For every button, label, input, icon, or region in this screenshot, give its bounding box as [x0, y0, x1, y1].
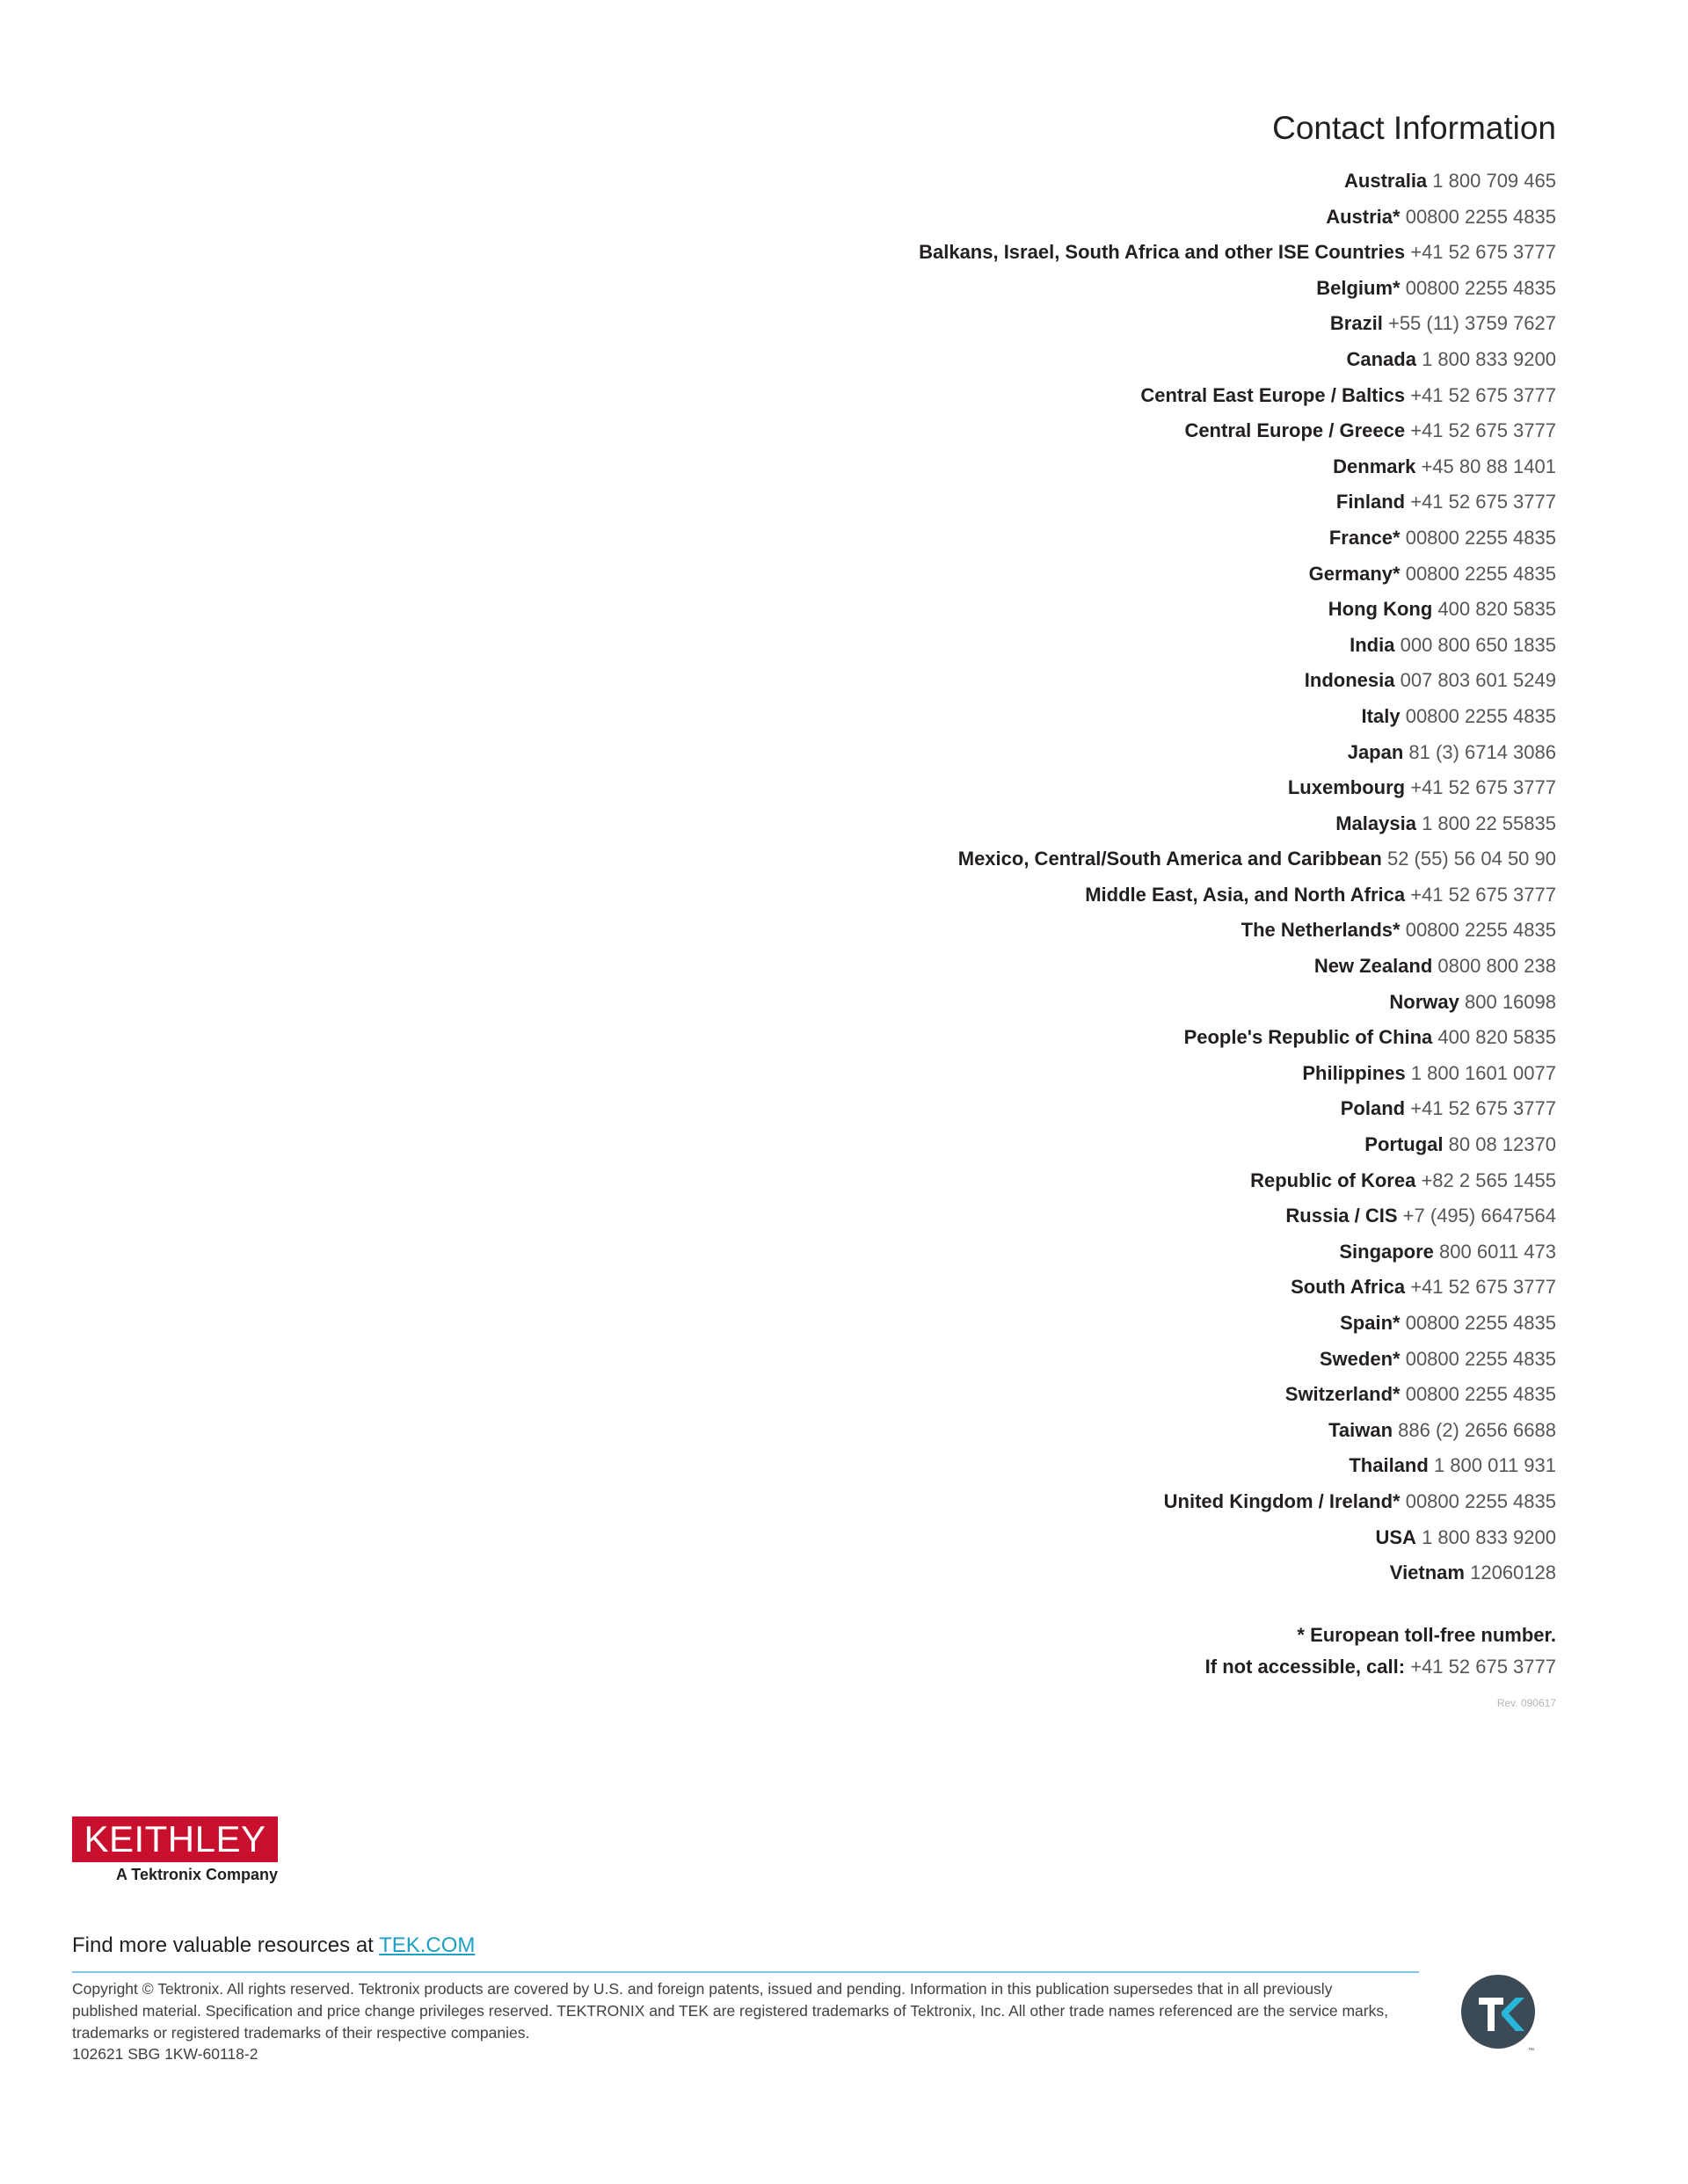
contact-row [325, 557, 1556, 593]
country-name: Luxembourg [1287, 776, 1406, 799]
country-name: Australia [1344, 170, 1428, 192]
logo-wordmark: KEITHLEY [72, 1816, 278, 1862]
phone-number: 800 16098 [1465, 990, 1556, 1013]
country-name: Vietnam [1389, 1562, 1465, 1584]
phone-number: 00800 2255 4835 [1405, 562, 1556, 585]
phone-number: 00800 2255 4835 [1405, 526, 1556, 549]
tek-com-link[interactable]: TEK.COM [379, 1933, 476, 1957]
contact-row [325, 200, 1556, 236]
country-name: Russia / CIS [1285, 1205, 1398, 1227]
contact-row [325, 806, 1556, 842]
phone-number: +41 52 675 3777 [1410, 776, 1556, 799]
phone-number: 80 08 12370 [1448, 1133, 1556, 1156]
contact-row [325, 521, 1556, 557]
tektronix-tk-logo-icon [1458, 1973, 1539, 2054]
phone-number: +82 2 565 1455 [1421, 1168, 1556, 1191]
country-name: Republic of Korea [1250, 1168, 1416, 1191]
contact-row [325, 841, 1556, 877]
country-name: Thailand [1349, 1454, 1429, 1477]
contact-row [325, 1555, 1556, 1591]
country-name: Balkans, Israel, South Africa and other ISE Countries [919, 241, 1406, 264]
contact-row [325, 1413, 1556, 1449]
keithley-logo [72, 1816, 278, 1884]
phone-number: +41 52 675 3777 [1410, 383, 1556, 406]
country-name: Japan [1347, 740, 1404, 763]
contact-row [325, 1234, 1556, 1270]
country-name: Sweden* [1319, 1347, 1401, 1370]
country-name: India [1350, 633, 1395, 656]
country-name: Canada [1346, 347, 1416, 370]
contact-row [325, 1163, 1556, 1199]
country-name: Singapore [1339, 1240, 1434, 1263]
country-name: Mexico, Central/South America and Caribbean [957, 848, 1382, 870]
contact-row [325, 1520, 1556, 1556]
country-name: Middle East, Asia, and North Africa [1085, 883, 1406, 906]
country-name: United Kingdom / Ireland* [1163, 1489, 1401, 1512]
contact-row [325, 413, 1556, 449]
resources-text: Find more valuable resources at [72, 1933, 374, 1957]
contact-row [325, 378, 1556, 414]
phone-number: 0800 800 238 [1437, 955, 1556, 978]
contact-row [325, 592, 1556, 628]
phone-number: +41 52 675 3777 [1410, 241, 1556, 264]
contact-row [325, 1270, 1556, 1306]
phone-number: 00800 2255 4835 [1405, 205, 1556, 228]
contact-row [325, 1020, 1556, 1056]
country-name: Belgium* [1316, 276, 1401, 299]
phone-number: 1 800 22 55835 [1422, 812, 1556, 834]
phone-number: 00800 2255 4835 [1405, 1312, 1556, 1334]
phone-number: +41 52 675 3777 [1410, 1097, 1556, 1120]
country-name: Hong Kong [1328, 598, 1433, 621]
country-name: Germany* [1308, 562, 1401, 585]
footer-divider [72, 1971, 1419, 1973]
phone-number: 00800 2255 4835 [1405, 919, 1556, 942]
contact-list [325, 164, 1556, 1591]
contact-row [325, 877, 1556, 914]
country-name: Denmark [1333, 455, 1416, 477]
country-name: Taiwan [1328, 1418, 1393, 1441]
country-name: Brazil [1329, 312, 1383, 335]
contact-row [325, 1484, 1556, 1520]
tk-trademark: ™ [1528, 2048, 1534, 2054]
phone-number: +55 (11) 3759 7627 [1387, 312, 1556, 335]
page-title: Contact Information [1272, 110, 1556, 146]
country-name: Spain* [1340, 1312, 1401, 1334]
country-name: Malaysia [1335, 812, 1416, 834]
phone-number: +45 80 88 1401 [1421, 455, 1556, 477]
country-name: Philippines [1302, 1061, 1406, 1084]
contact-row [325, 699, 1556, 735]
country-name: People's Republic of China [1183, 1026, 1433, 1049]
contact-row [325, 628, 1556, 664]
country-name: Austria* [1326, 205, 1401, 228]
contact-row [325, 1306, 1556, 1342]
phone-number: 1 800 833 9200 [1422, 1525, 1556, 1548]
country-name: USA [1375, 1525, 1416, 1548]
contact-row [325, 342, 1556, 378]
contact-row [325, 1056, 1556, 1092]
country-name: Central Europe / Greece [1184, 419, 1406, 442]
contact-row [325, 770, 1556, 806]
phone-number: 000 800 650 1835 [1400, 633, 1556, 656]
resources-line [72, 1933, 475, 1958]
phone-number: 00800 2255 4835 [1405, 276, 1556, 299]
contact-row [325, 1377, 1556, 1413]
country-name: Indonesia [1304, 669, 1395, 692]
contact-row [325, 663, 1556, 699]
country-name: Central East Europe / Baltics [1140, 383, 1406, 406]
phone-number: +41 52 675 3777 [1410, 1276, 1556, 1299]
contact-row [325, 271, 1556, 307]
document-id: 102621 SBG 1KW-60118-2 [72, 2045, 258, 2063]
phone-number: +41 52 675 3777 [1410, 491, 1556, 513]
phone-number: 400 820 5835 [1437, 1026, 1556, 1049]
phone-number: 1 800 833 9200 [1422, 347, 1556, 370]
phone-number: 1 800 011 931 [1433, 1454, 1556, 1477]
phone-number: +41 52 675 3777 [1410, 883, 1556, 906]
contact-row [325, 306, 1556, 342]
phone-number: 007 803 601 5249 [1400, 669, 1556, 692]
phone-number: 1 800 709 465 [1432, 170, 1556, 192]
contact-row [325, 1127, 1556, 1163]
logo-tagline: A Tektronix Company [115, 1866, 278, 1883]
phone-number: +7 (495) 6647564 [1402, 1205, 1556, 1227]
contact-row [325, 1448, 1556, 1484]
contact-row [325, 913, 1556, 949]
contact-row [325, 1342, 1556, 1378]
country-name: Portugal [1364, 1133, 1444, 1156]
country-name: Switzerland* [1284, 1383, 1401, 1406]
contact-row [325, 484, 1556, 521]
contact-row [325, 1091, 1556, 1127]
footnote [325, 1620, 1556, 1683]
contact-row [325, 235, 1556, 271]
phone-number: 800 6011 473 [1439, 1240, 1556, 1263]
contact-row [325, 1198, 1556, 1234]
phone-number: 00800 2255 4835 [1405, 1383, 1556, 1406]
phone-number: 400 820 5835 [1437, 598, 1556, 621]
phone-number: +41 52 675 3777 [1410, 419, 1556, 442]
footnote-fallback-label: If not accessible, call: [1204, 1655, 1406, 1678]
revision-note: Rev. 090617 [1496, 1696, 1556, 1709]
phone-number: 1 800 1601 0077 [1410, 1061, 1556, 1084]
phone-number: 12060128 [1470, 1562, 1556, 1584]
country-name: France* [1328, 526, 1401, 549]
country-name: Italy [1361, 704, 1401, 727]
contact-row [325, 985, 1556, 1021]
country-name: Finland [1335, 491, 1406, 513]
country-name: The Netherlands* [1241, 919, 1401, 942]
phone-number: 00800 2255 4835 [1405, 1489, 1556, 1512]
phone-number: 52 (55) 56 04 50 90 [1386, 848, 1556, 870]
contact-information-section [325, 109, 1556, 1711]
phone-number: 886 (2) 2656 6688 [1398, 1418, 1556, 1441]
contact-row [325, 449, 1556, 485]
footnote-fallback-phone: +41 52 675 3777 [1410, 1655, 1556, 1678]
country-name: Norway [1389, 990, 1459, 1013]
tk-badge-circle [1461, 1975, 1535, 2049]
country-name: New Zealand [1313, 955, 1433, 978]
footnote-toll-free: * European toll-free number. [1297, 1623, 1556, 1646]
phone-number: 81 (3) 6714 3086 [1408, 740, 1556, 763]
contact-row [325, 949, 1556, 985]
contact-row [325, 164, 1556, 200]
phone-number: 00800 2255 4835 [1405, 704, 1556, 727]
phone-number: 00800 2255 4835 [1405, 1347, 1556, 1370]
country-name: Poland [1340, 1097, 1406, 1120]
country-name: South Africa [1291, 1276, 1406, 1299]
copyright-text: Copyright © Tektronix. All rights reserved. Tektronix products are covered by U.S. and foreign patents, issued and pending. Information in this publication supersedes that in all previously published material. Specification and price change privileges reserved. TEKTRONIX and TEK are registered trademarks of Tektronix, Inc. All other trade names referenced are the service marks, trademarks or registered trademarks of their respective companies. [72, 1980, 1388, 2042]
contact-row [325, 735, 1556, 771]
